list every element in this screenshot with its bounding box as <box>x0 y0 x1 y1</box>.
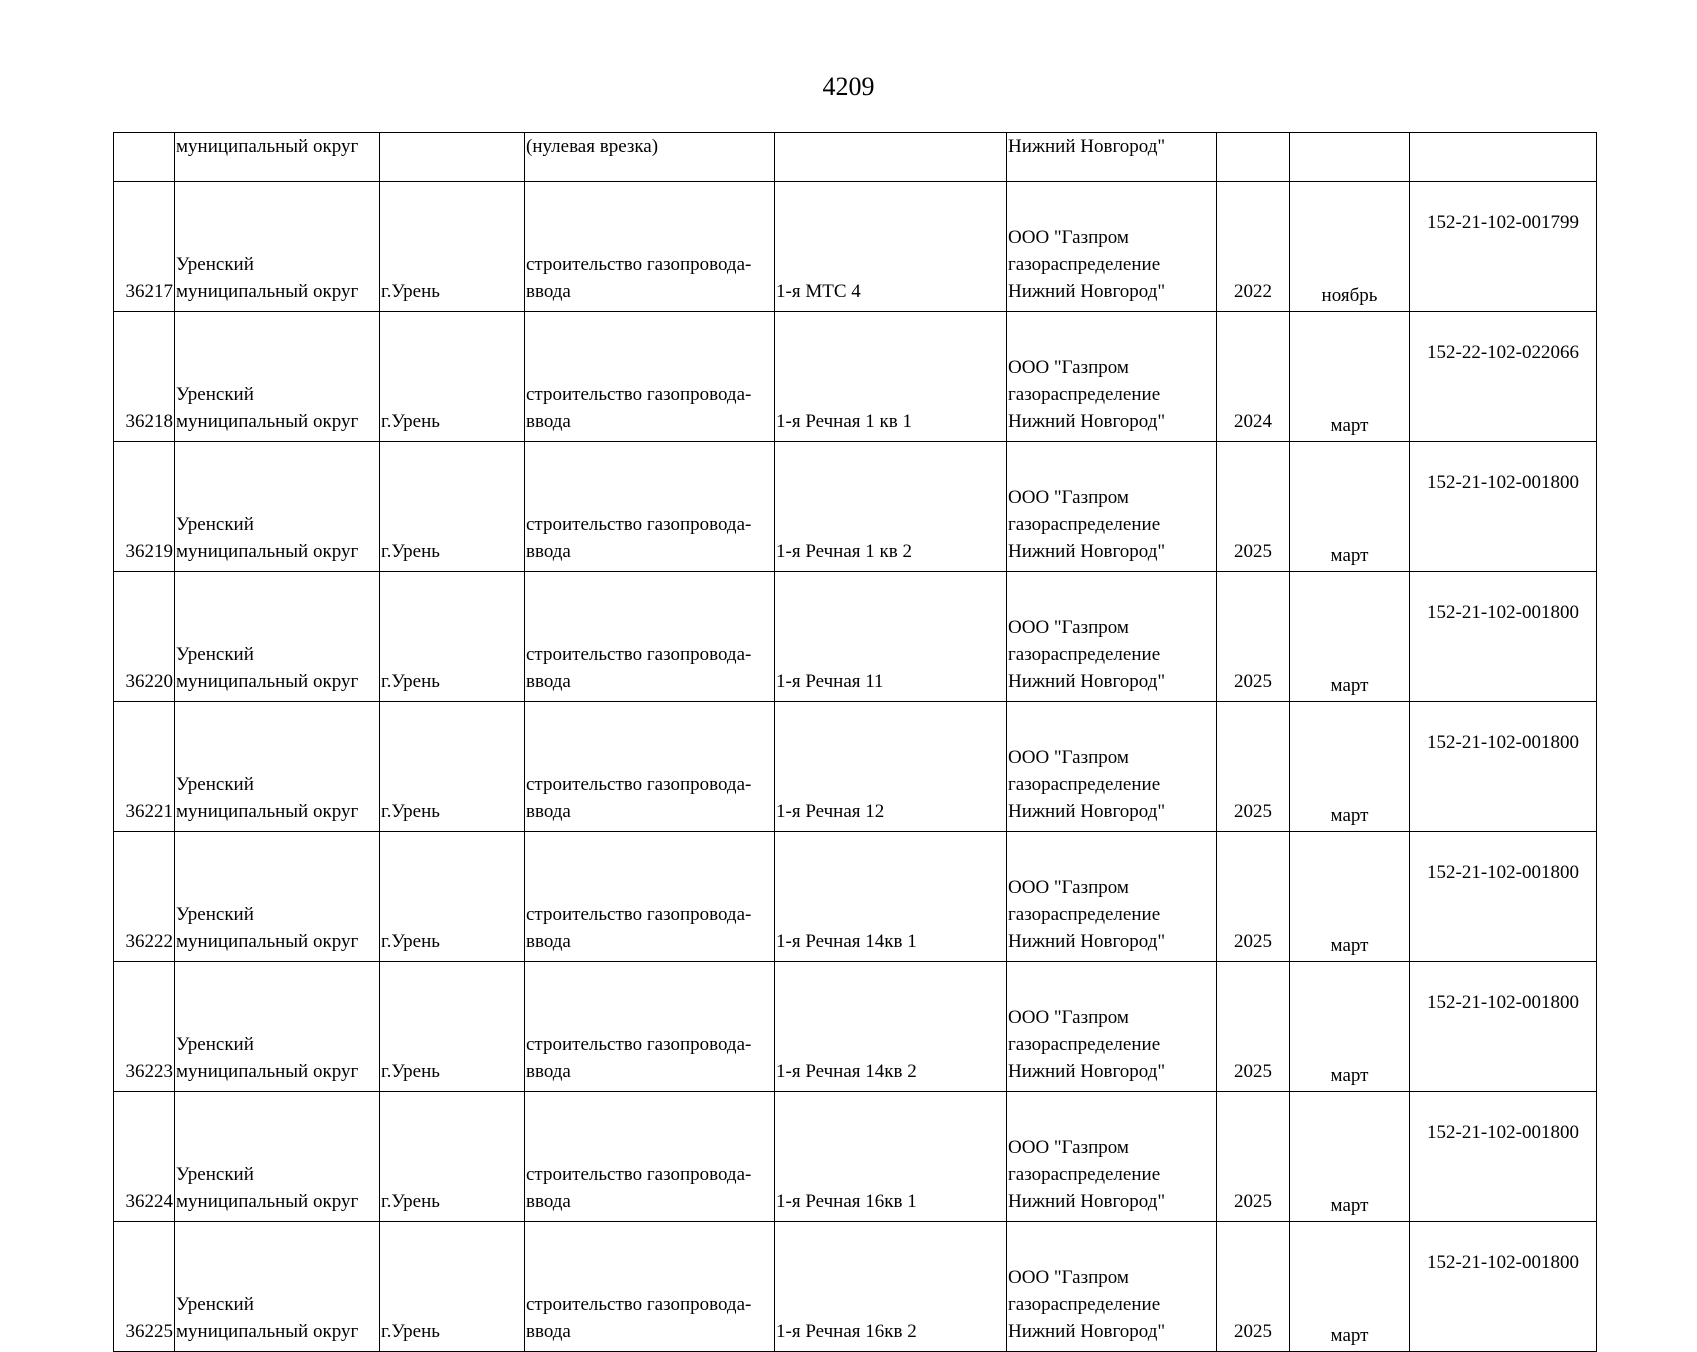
cell-text-town: г.Урень <box>381 411 440 432</box>
cell-text-org-1: ООО "Газпром <box>1008 1137 1129 1158</box>
cell-number <box>114 572 175 702</box>
cell-district <box>175 1092 380 1222</box>
cell-text-town: г.Урень <box>381 541 440 562</box>
cell-text-work-1: строительство газопровода- <box>526 1294 752 1315</box>
cell-text-org-2: газораспределение <box>1008 254 1161 275</box>
cell-text-address: 1-я Речная 16кв 2 <box>776 1321 917 1342</box>
cell-month <box>1290 1092 1410 1222</box>
cell-text-district-1: Уренский <box>176 1294 254 1315</box>
cell-address <box>775 1222 1007 1352</box>
cell-work <box>525 182 775 312</box>
cell-text-num: 36221 <box>125 801 173 822</box>
cell-text-district-2: муниципальный округ <box>176 281 359 302</box>
cell-address <box>775 1092 1007 1222</box>
table-row <box>114 182 1597 312</box>
cell-address <box>775 702 1007 832</box>
cell-district <box>175 312 380 442</box>
cell-text-address: 1-я Речная 1 кв 1 <box>776 411 912 432</box>
cell-text-town: г.Урень <box>381 1321 440 1342</box>
cell-text-org-2: газораспределение <box>1008 1294 1161 1315</box>
cell-text-org-2: газораспределение <box>1008 644 1161 665</box>
cell-text-address: 1-я Речная 14кв 2 <box>776 1061 917 1082</box>
cell-text-work-1: строительство газопровода- <box>526 514 752 535</box>
cell-organization <box>1007 312 1217 442</box>
cell-text-district-1: Уренский <box>176 904 254 925</box>
cell-month <box>1290 182 1410 312</box>
cell-text-work-2: ввода <box>526 541 571 562</box>
cell-code <box>1410 832 1597 962</box>
cell-town <box>380 572 525 702</box>
cell-text-district-2: муниципальный округ <box>176 1061 359 1082</box>
cell-text-month: март <box>1330 1195 1369 1216</box>
cell-text-district-2: муниципальный округ <box>176 411 359 432</box>
cell-text-org-2: газораспределение <box>1008 384 1161 405</box>
table-row <box>114 442 1597 572</box>
cell-text-town: г.Урень <box>381 671 440 692</box>
cell-text-district-1: Уренский <box>176 1164 254 1185</box>
cell-text-code: 152-21-102-001799 <box>1427 212 1579 233</box>
cell-address <box>775 133 1007 182</box>
table-row <box>114 702 1597 832</box>
cell-text-address: 1-я Речная 1 кв 2 <box>776 541 912 562</box>
cell-text-code: 152-21-102-001800 <box>1427 1252 1579 1273</box>
cell-text-code: 152-22-102-022066 <box>1427 342 1579 363</box>
cell-code <box>1410 442 1597 572</box>
cell-text-year: 2025 <box>1234 671 1272 692</box>
table-row-continuation <box>114 133 1597 182</box>
cell-code <box>1410 1222 1597 1352</box>
cell-organization <box>1007 1222 1217 1352</box>
cell-text-work-1: строительство газопровода- <box>526 904 752 925</box>
cell-text-town: г.Урень <box>381 1191 440 1212</box>
cell-work <box>525 702 775 832</box>
cell-text-work-1: строительство газопровода- <box>526 384 752 405</box>
cell-text-work-1: строительство газопровода- <box>526 774 752 795</box>
table-row <box>114 962 1597 1092</box>
cell-work <box>525 312 775 442</box>
cell-text-org-1: ООО "Газпром <box>1008 357 1129 378</box>
cell-text-month: ноябрь <box>1321 285 1378 306</box>
cell-text-num: 36220 <box>125 671 173 692</box>
cell-text-district-2: муниципальный округ <box>176 671 359 692</box>
cell-year <box>1217 182 1290 312</box>
cell-text-district-2: муниципальный округ <box>176 931 359 952</box>
cell-text-org-2: газораспределение <box>1008 1034 1161 1055</box>
cell-number <box>114 182 175 312</box>
cell-month <box>1290 702 1410 832</box>
cell-text-address: 1-я Речная 14кв 1 <box>776 931 917 952</box>
cell-month <box>1290 1222 1410 1352</box>
cell-year <box>1217 1222 1290 1352</box>
cell-address <box>775 962 1007 1092</box>
cell-code <box>1410 1092 1597 1222</box>
cell-text-org-1: ООО "Газпром <box>1008 487 1129 508</box>
cell-number <box>114 832 175 962</box>
cell-work: (нулевая врезка) <box>525 133 775 182</box>
cell-text-work-1: строительство газопровода- <box>526 644 752 665</box>
cell-text-code: 152-21-102-001800 <box>1427 602 1579 623</box>
cell-code <box>1410 133 1597 182</box>
cell-text-org-1: ООО "Газпром <box>1008 227 1129 248</box>
cell-text-district-1: Уренский <box>176 1034 254 1055</box>
cell-text-org-2: газораспределение <box>1008 904 1161 925</box>
cell-organization <box>1007 572 1217 702</box>
cell-text-year: 2025 <box>1234 1191 1272 1212</box>
cell-text-num: 36222 <box>125 931 173 952</box>
cell-text-district-1: Уренский <box>176 774 254 795</box>
cell-text-num: 36225 <box>125 1321 173 1342</box>
cell-number <box>114 1092 175 1222</box>
cell-text-code: 152-21-102-001800 <box>1427 732 1579 753</box>
cell-text-town: г.Урень <box>381 931 440 952</box>
cell-text-org-2: газораспределение <box>1008 514 1161 535</box>
cell-district <box>175 832 380 962</box>
cell-text-district-1: Уренский <box>176 254 254 275</box>
cell-code <box>1410 182 1597 312</box>
cell-text-year: 2025 <box>1234 801 1272 822</box>
cell-text-year: 2025 <box>1234 1321 1272 1342</box>
cell-month <box>1290 442 1410 572</box>
cell-text-district-1: Уренский <box>176 514 254 535</box>
cell-text-work-2: ввода <box>526 931 571 952</box>
cell-number <box>114 702 175 832</box>
cell-address <box>775 442 1007 572</box>
cell-text-work-1: строительство газопровода- <box>526 1164 752 1185</box>
cell-text-code: 152-21-102-001800 <box>1427 992 1579 1013</box>
cell-year <box>1217 572 1290 702</box>
cell-work <box>525 962 775 1092</box>
cell-district <box>175 1222 380 1352</box>
cell-text-num: 36224 <box>125 1191 173 1212</box>
page-number: 4209 <box>822 72 875 101</box>
cell-work <box>525 572 775 702</box>
gas-pipeline-table <box>113 132 1597 1352</box>
cell-text-month: март <box>1330 415 1369 436</box>
cell-work <box>525 1222 775 1352</box>
cell-town <box>380 1222 525 1352</box>
cell-text-org-3: Нижний Новгород" <box>1008 671 1166 692</box>
cell-text-org-3: Нижний Новгород" <box>1008 1061 1166 1082</box>
cell-text-district-2: муниципальный округ <box>176 801 359 822</box>
cell-text-year: 2025 <box>1234 1061 1272 1082</box>
table-row <box>114 312 1597 442</box>
cell-town <box>380 182 525 312</box>
cell-text-org-1: ООО "Газпром <box>1008 617 1129 638</box>
cell-text-district-2: муниципальный округ <box>176 1191 359 1212</box>
cell-month <box>1290 832 1410 962</box>
cell-town <box>380 1092 525 1222</box>
table-row <box>114 1092 1597 1222</box>
cell-text-year: 2022 <box>1234 281 1272 302</box>
cell-text-work-1: строительство газопровода- <box>526 254 752 275</box>
cell-text-org-1: ООО "Газпром <box>1008 1267 1129 1288</box>
cell-year <box>1217 702 1290 832</box>
cell-organization <box>1007 442 1217 572</box>
cell-year <box>1217 832 1290 962</box>
cell-text-district-1: Уренский <box>176 644 254 665</box>
cell-code <box>1410 702 1597 832</box>
cell-organization <box>1007 962 1217 1092</box>
cell-text-org-3: Нижний Новгород" <box>1008 281 1166 302</box>
cell-text-code: 152-21-102-001800 <box>1427 1122 1579 1143</box>
cell-text-org-3: Нижний Новгород" <box>1008 411 1166 432</box>
cell-text-org-3: Нижний Новгород" <box>1008 541 1166 562</box>
cell-organization <box>1007 1092 1217 1222</box>
cell-text-org-1: ООО "Газпром <box>1008 877 1129 898</box>
cell-town <box>380 962 525 1092</box>
cell-address <box>775 572 1007 702</box>
cell-text-year: 2025 <box>1234 541 1272 562</box>
cell-text-org-3: Нижний Новгород" <box>1008 931 1166 952</box>
cell-text-work-2: ввода <box>526 411 571 432</box>
cell-text-num: 36217 <box>125 281 173 302</box>
table-row <box>114 572 1597 702</box>
cell-number <box>114 442 175 572</box>
cell-address <box>775 832 1007 962</box>
cell-organization <box>1007 702 1217 832</box>
cell-month <box>1290 133 1410 182</box>
cell-district <box>175 182 380 312</box>
cell-text-district-2: муниципальный округ <box>176 1321 359 1342</box>
table-row <box>114 1222 1597 1352</box>
cell-organization: Нижний Новгород" <box>1007 133 1217 182</box>
cell-text-org-3: Нижний Новгород" <box>1008 1191 1166 1212</box>
cell-text-work-2: ввода <box>526 1321 571 1342</box>
cell-text-work-2: ввода <box>526 281 571 302</box>
cell-town <box>380 133 525 182</box>
cell-text-address: 1-я Речная 12 <box>776 801 885 822</box>
cell-year <box>1217 1092 1290 1222</box>
cell-month <box>1290 962 1410 1092</box>
cell-text-month: март <box>1330 1325 1369 1346</box>
cell-text-town: г.Урень <box>381 1061 440 1082</box>
cell-text-num: 36219 <box>125 541 173 562</box>
cell-text-org-1: ООО "Газпром <box>1008 747 1129 768</box>
cell-text-month: март <box>1330 935 1369 956</box>
cell-text-work-2: ввода <box>526 1061 571 1082</box>
cell-number <box>114 312 175 442</box>
cell-text-num: 36223 <box>125 1061 173 1082</box>
cell-text-address: 1-я МТС 4 <box>776 281 861 302</box>
cell-year <box>1217 442 1290 572</box>
cell-year <box>1217 133 1290 182</box>
cell-district: муниципальный округ <box>175 133 380 182</box>
cell-text-org-2: газораспределение <box>1008 774 1161 795</box>
cell-district <box>175 702 380 832</box>
cell-code <box>1410 312 1597 442</box>
cell-address <box>775 312 1007 442</box>
cell-text-year: 2025 <box>1234 931 1272 952</box>
cell-text-district-1: Уренский <box>176 384 254 405</box>
cell-year <box>1217 312 1290 442</box>
cell-year <box>1217 962 1290 1092</box>
cell-text-work-2: ввода <box>526 1191 571 1212</box>
cell-text-work-2: ввода <box>526 801 571 822</box>
cell-organization <box>1007 832 1217 962</box>
cell-number <box>114 133 175 182</box>
cell-organization <box>1007 182 1217 312</box>
table-row <box>114 832 1597 962</box>
cell-text-year: 2024 <box>1234 411 1272 432</box>
cell-text-month: март <box>1330 1065 1369 1086</box>
cell-text-town: г.Урень <box>381 801 440 822</box>
cell-text-address: 1-я Речная 11 <box>776 671 884 692</box>
cell-text-work-1: строительство газопровода- <box>526 1034 752 1055</box>
cell-text-town: г.Урень <box>381 281 440 302</box>
cell-text-month: март <box>1330 545 1369 566</box>
cell-code <box>1410 962 1597 1092</box>
cell-text-org-2: газораспределение <box>1008 1164 1161 1185</box>
cell-work <box>525 442 775 572</box>
cell-text-code: 152-21-102-001800 <box>1427 472 1579 493</box>
cell-work <box>525 832 775 962</box>
cell-work <box>525 1092 775 1222</box>
cell-town <box>380 832 525 962</box>
cell-district <box>175 442 380 572</box>
cell-town <box>380 702 525 832</box>
cell-text-work-2: ввода <box>526 671 571 692</box>
cell-code <box>1410 572 1597 702</box>
cell-town <box>380 442 525 572</box>
cell-text-month: март <box>1330 675 1369 696</box>
cell-month <box>1290 312 1410 442</box>
cell-month <box>1290 572 1410 702</box>
cell-text-month: март <box>1330 805 1369 826</box>
cell-number <box>114 962 175 1092</box>
cell-text-address: 1-я Речная 16кв 1 <box>776 1191 917 1212</box>
cell-text-district-2: муниципальный округ <box>176 541 359 562</box>
cell-town <box>380 312 525 442</box>
cell-number <box>114 1222 175 1352</box>
cell-text-num: 36218 <box>125 411 173 432</box>
cell-district <box>175 572 380 702</box>
cell-text-org-3: Нижний Новгород" <box>1008 1321 1166 1342</box>
cell-text-org-1: ООО "Газпром <box>1008 1007 1129 1028</box>
cell-text-code: 152-21-102-001800 <box>1427 862 1579 883</box>
cell-text-org-3: Нижний Новгород" <box>1008 801 1166 822</box>
cell-address <box>775 182 1007 312</box>
cell-district <box>175 962 380 1092</box>
